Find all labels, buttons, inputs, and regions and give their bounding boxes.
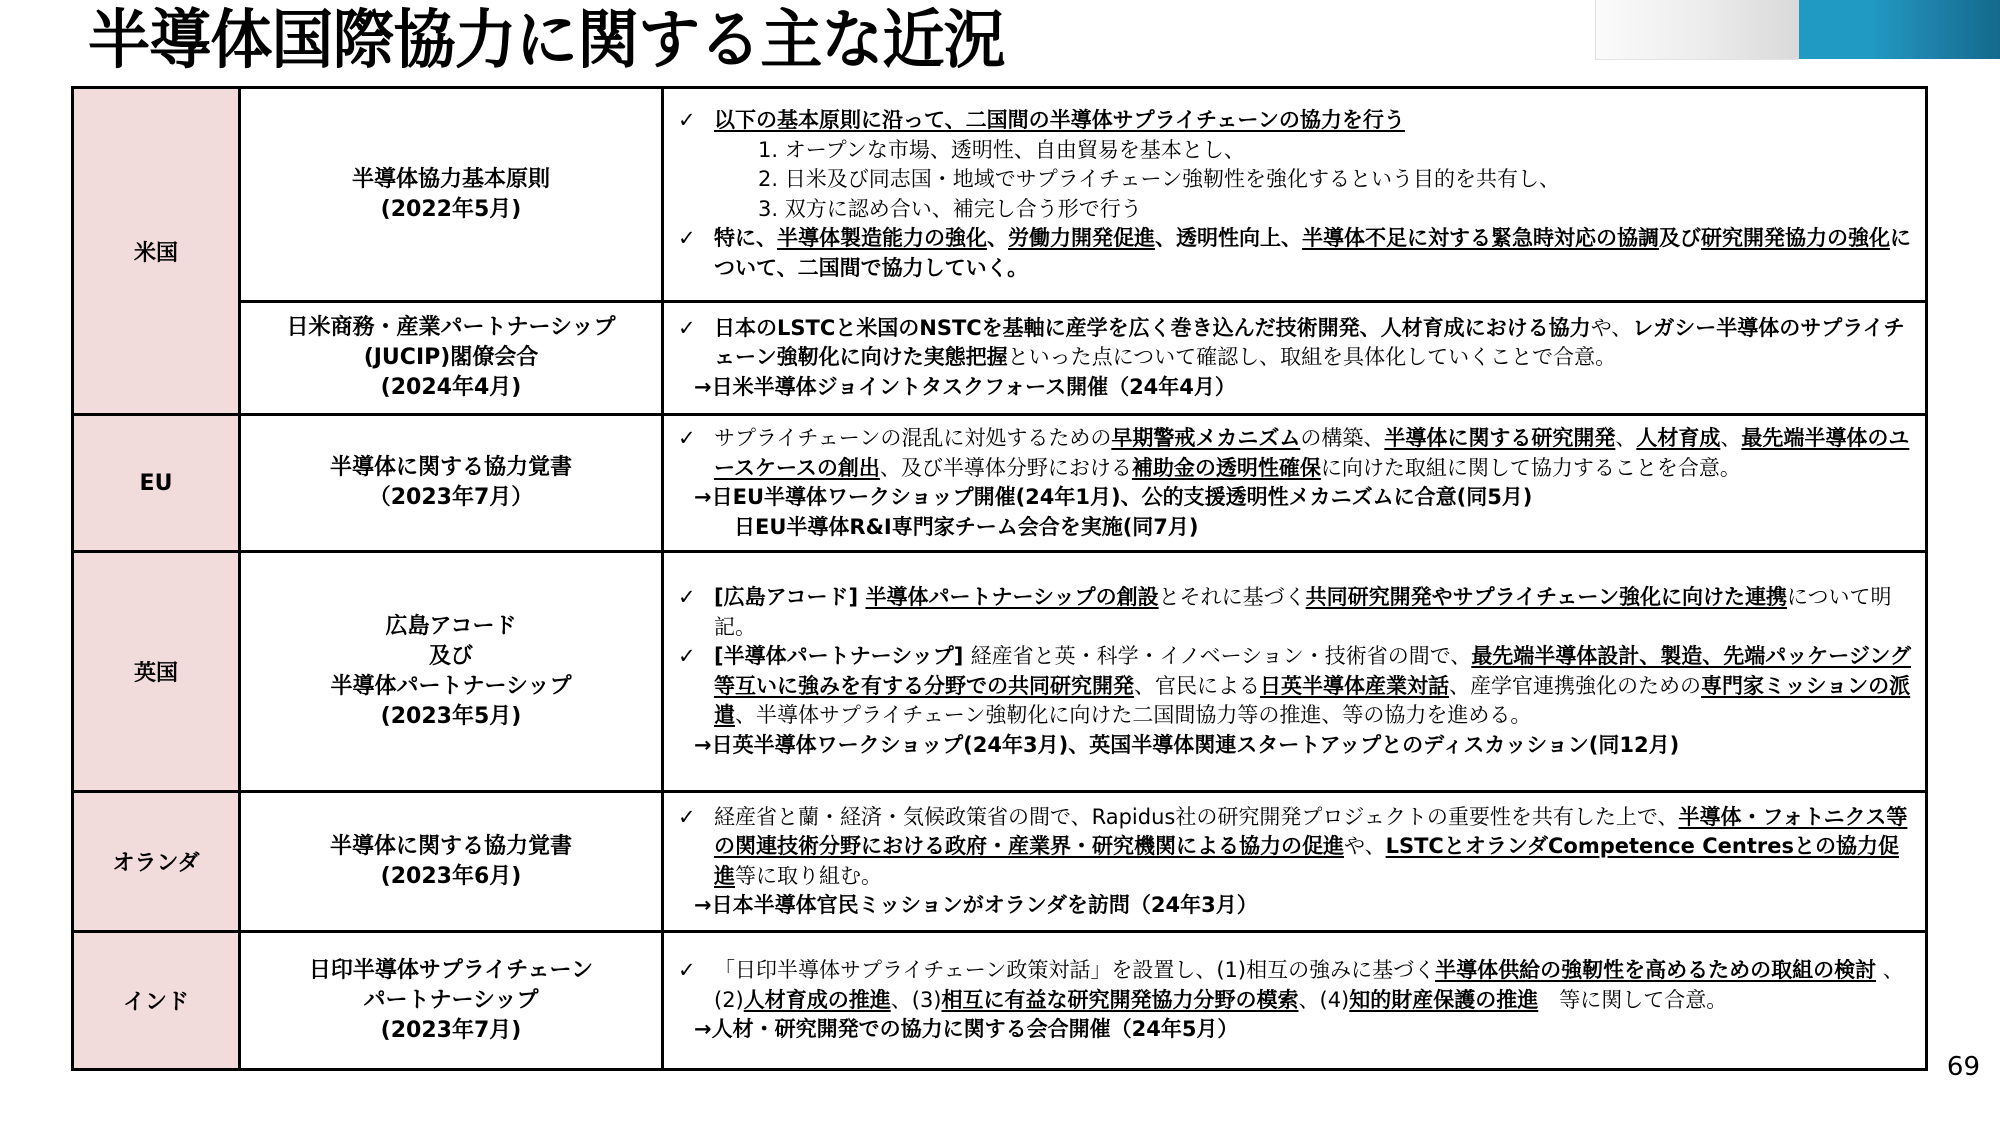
- country-cell: [73, 932, 240, 1070]
- agreement-date: （2023年7月）: [368, 485, 534, 510]
- body-text: の構築、: [1300, 426, 1385, 450]
- emphasis-text: 半導体パートナーシップの創設: [865, 585, 1159, 609]
- country-label: 英国: [133, 661, 178, 686]
- bullet-text: [714, 803, 1911, 892]
- bullet-item: [676, 224, 1911, 283]
- emphasis-text: 最先端半導体設計、製造、先端パッケージング等互いに強みを有する分野での共同研究開発: [714, 644, 1911, 698]
- country-cell: [73, 88, 240, 415]
- check-icon: ✓: [678, 804, 696, 829]
- agreement-name: 日米商務・産業パートナーシップ: [286, 315, 616, 340]
- emphasis-text: 知的財産保護の推進: [1349, 987, 1539, 1012]
- outcome-line: →日米半導体ジョイントタスクフォース開催（24年4月）: [694, 374, 1236, 399]
- body-text: 「日印半導体サプライチェーン政策対話」を設置し、(1)相互の強みに基づく: [714, 958, 1436, 983]
- agreement-date: (2024年4月): [380, 375, 522, 400]
- bullet-text: [714, 956, 1911, 1015]
- outcome-line: →日本半導体官民ミッションがオランダを訪問（24年3月）: [694, 893, 1258, 917]
- bullet-text: [714, 642, 1911, 731]
- emphasis-text: 半導体・フォトニクス等の関連技術分野における政府・産業界・研究機関による協力の促進: [714, 804, 1908, 858]
- country-cell: [73, 792, 240, 932]
- table-row: [73, 88, 1927, 302]
- body-text: 及び: [1659, 226, 1701, 250]
- country-label: インド: [122, 990, 189, 1015]
- emphasis-text: 早期警戒メカニズム: [1111, 426, 1301, 450]
- country-cell: [73, 552, 240, 792]
- table-row: [73, 792, 1927, 932]
- agreement-date: (2023年5月): [380, 703, 522, 729]
- emphasis-text: 労働力開発促進: [1008, 226, 1155, 250]
- emphasis-text: 共同研究開発やサプライチェーン強化に向けた連携: [1305, 585, 1787, 609]
- body-text: [半導体パートナーシップ]: [714, 644, 971, 668]
- country-cell: [73, 415, 240, 552]
- detail-cell: [663, 88, 1927, 302]
- agreement-name: 半導体協力基本原則: [351, 166, 550, 192]
- body-text: 等に取り組む。: [735, 863, 882, 888]
- table-row: [73, 302, 1927, 415]
- bullet-item: [676, 424, 1911, 483]
- header-decoration-gray: [1595, 0, 1799, 60]
- emphasis-text: 最先端半導体のユースケースの創出: [714, 426, 1910, 480]
- body-text: や、: [1344, 834, 1386, 858]
- bullet-item: [676, 583, 1911, 642]
- agreement-name: (JUCIP)閣僚会合: [363, 345, 539, 370]
- page-number: 69: [1946, 1052, 1980, 1082]
- body-text: 、透明性向上、: [1155, 226, 1302, 250]
- agreement-name: パートナーシップ: [363, 987, 539, 1013]
- outcome-line: 日EU半導体R&I専門家チーム会合を実施(同7月): [734, 514, 1199, 539]
- emphasis-text: 人材育成の推進: [743, 987, 891, 1012]
- emphasis-text: 日英半導体産業対話: [1260, 673, 1449, 698]
- body-text: 、(3): [890, 987, 942, 1012]
- body-text: 等に関して合意。: [1538, 987, 1728, 1012]
- agreement-name: 及び: [428, 643, 473, 669]
- header-decoration-bar: [1595, 0, 2000, 59]
- bullet-text: [714, 583, 1911, 642]
- emphasis-text: 補助金の透明性確保: [1131, 455, 1321, 480]
- emphasis-text: 以下の基本原則に沿って、二国間の半導体サプライチェーンの協力を行う: [714, 108, 1405, 132]
- body-text: といった点について確認し、取組を具体化していくことで合意。: [1007, 345, 1617, 370]
- body-text: 、: [1615, 426, 1637, 450]
- check-icon: ✓: [678, 226, 696, 250]
- emphasis-text: 研究開発協力の強化: [1701, 226, 1890, 250]
- agreement-date: (2023年6月): [380, 863, 522, 889]
- body-text: について明記。: [714, 585, 1892, 639]
- detail-cell: [663, 792, 1927, 932]
- table-row: [73, 932, 1927, 1070]
- country-label: 米国: [133, 240, 178, 266]
- outcome-line: →日EU半導体ワークショップ開催(24年1月)、公的支援透明性メカニズムに合意(同5月): [694, 485, 1533, 509]
- agreement-name: 半導体に関する協力覚書: [329, 455, 572, 480]
- emphasis-text: 人材育成: [1636, 426, 1721, 450]
- body-text: 経産省と蘭・経済・気候政策省の間で、Rapidus社の研究開発プロジェクトの重要性を共有した上で、: [714, 804, 1679, 829]
- agreement-date: (2022年5月): [380, 196, 522, 222]
- emphasis-text: 専門家ミッションの派遣: [714, 673, 1911, 727]
- emphasis-text: LSTCとオランダCompetence Centresとの協力促進: [714, 834, 1899, 888]
- body-text: [広島アコード]: [714, 585, 866, 609]
- bullet-text: [714, 106, 1911, 136]
- table-row: [73, 415, 1927, 552]
- numbered-principle: 1. オープンな市場、透明性、自由貿易を基本とし、: [758, 137, 1245, 162]
- emphasis-text: 相互に有益な研究開発協力分野の模索: [941, 987, 1299, 1012]
- check-icon: ✓: [678, 958, 696, 983]
- body-text: について、二国間で協力していく。: [714, 226, 1911, 280]
- detail-cell: [663, 415, 1927, 552]
- agreement-name: 半導体に関する協力覚書: [329, 833, 572, 859]
- body-text: サプライチェーンの混乱に対処するための: [714, 426, 1112, 450]
- numbered-principle: 3. 双方に認め合い、補完し合う形で行う: [758, 196, 1142, 221]
- emphasis-text: 半導体製造能力の強化: [777, 226, 987, 250]
- agreement-cell: [240, 552, 663, 792]
- body-text: や、: [1590, 315, 1633, 340]
- body-text: 、官民による: [1134, 673, 1260, 698]
- agreement-name: 広島アコード: [385, 613, 517, 639]
- bullet-item: [676, 106, 1911, 136]
- body-text: に向けた取組に関して協力することを合意。: [1320, 455, 1741, 480]
- body-text: 、(2): [714, 958, 1904, 1012]
- emphasis-text: 半導体不足に対する緊急時対応の協調: [1302, 226, 1659, 250]
- bullet-item: [676, 803, 1911, 892]
- body-text: 日本のLSTCと米国のNSTCを基軸に産学を広く巻き込んだ技術開発、人材育成における協力: [714, 315, 1591, 340]
- agreement-name: 日印半導体サプライチェーン: [308, 957, 594, 983]
- bullet-item: [676, 314, 1911, 373]
- country-label: オランダ: [112, 851, 200, 876]
- bullet-text: [714, 424, 1911, 483]
- agreement-cell: [240, 302, 663, 415]
- bullet-item: [676, 956, 1911, 1015]
- check-icon: ✓: [678, 315, 696, 340]
- check-icon: ✓: [678, 585, 696, 609]
- cooperation-table: [71, 86, 1928, 1071]
- header-decoration-blue: [1799, 0, 2000, 59]
- agreement-cell: [240, 792, 663, 932]
- agreement-cell: [240, 932, 663, 1070]
- body-text: 、(4): [1298, 987, 1350, 1012]
- detail-cell: [663, 932, 1927, 1070]
- detail-cell: [663, 302, 1927, 415]
- table-row: [73, 552, 1927, 792]
- check-icon: ✓: [678, 426, 696, 450]
- body-text: レガシー半導体のサプライチェーン強靭化に向けた実態把握: [714, 315, 1905, 370]
- bullet-text: [714, 314, 1911, 373]
- body-text: 、及び半導体分野における: [879, 455, 1132, 480]
- emphasis-text: 半導体供給の強靭性を高めるための取組の検討: [1435, 958, 1877, 983]
- agreement-cell: [240, 88, 663, 302]
- numbered-principle: 2. 日米及び同志国・地域でサプライチェーン強靭性を強化するという目的を共有し、: [758, 167, 1561, 191]
- body-text: 経産省と英・科学・イノベーション・技術省の間で、: [970, 644, 1472, 668]
- agreement-date: (2023年7月): [380, 1017, 522, 1043]
- detail-cell: [663, 552, 1927, 792]
- country-label: EU: [139, 470, 173, 496]
- body-text: 特に、: [714, 226, 777, 250]
- agreement-name: 半導体パートナーシップ: [330, 673, 572, 699]
- body-text: 、: [1720, 426, 1742, 450]
- bullet-item: [676, 642, 1911, 731]
- body-text: 、産学官連携強化のための: [1449, 673, 1701, 698]
- check-icon: ✓: [678, 644, 696, 668]
- bullet-text: [714, 224, 1911, 283]
- page-title: 半導体国際協力に関する主な近況: [88, 4, 1005, 78]
- body-text: 、半導体サプライチェーン強靭化に向けた二国間協力等の推進、等の協力を進める。: [735, 703, 1532, 727]
- outcome-line: →日英半導体ワークショップ(24年3月)、英国半導体関連スタートアップとのディスカッション(同12月): [694, 732, 1680, 757]
- agreement-cell: [240, 415, 663, 552]
- body-text: とそれに基づく: [1158, 585, 1306, 609]
- body-text: 、: [987, 226, 1008, 250]
- emphasis-text: 半導体に関する研究開発: [1384, 426, 1616, 450]
- check-icon: ✓: [678, 108, 696, 132]
- outcome-line: →人材・研究開発での協力に関する会合開催（24年5月）: [694, 1017, 1239, 1042]
